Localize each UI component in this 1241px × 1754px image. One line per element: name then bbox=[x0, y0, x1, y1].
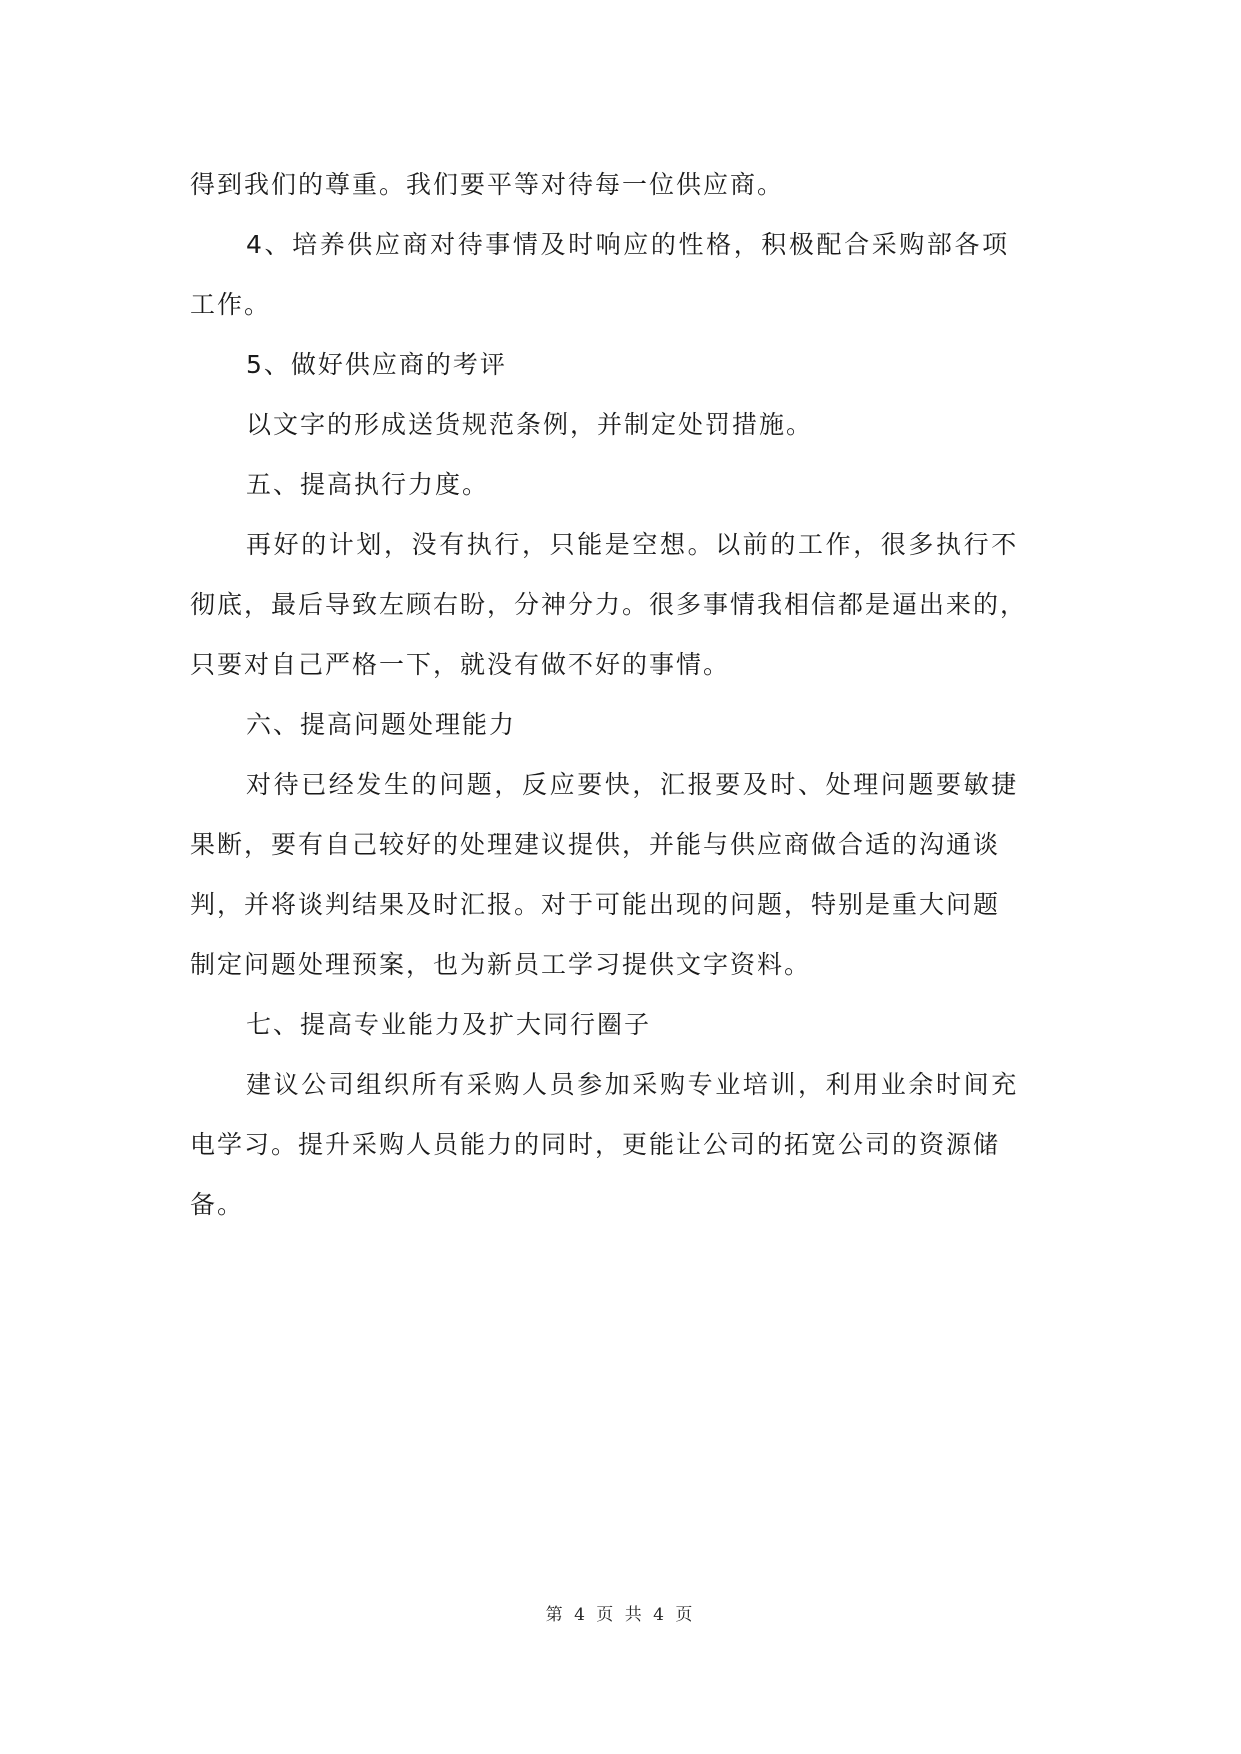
body-line-1: 得到我们的尊重。我们要平等对待每一位供应商。 bbox=[190, 170, 785, 199]
body-line-10: 六、提高问题处理能力 bbox=[246, 710, 517, 739]
body-line-9: 只要对自己严格一下，就没有做不好的事情。 bbox=[190, 650, 731, 679]
body-line-5: 以文字的形成送货规范条例，并制定处罚措施。 bbox=[246, 410, 814, 439]
body-line-13: 判，并将谈判结果及时汇报。对于可能出现的问题，特别是重大问题 bbox=[190, 890, 1001, 919]
body-line-4: 5、做好供应商的考评 bbox=[246, 350, 507, 379]
body-line-6: 五、提高执行力度。 bbox=[246, 470, 490, 499]
body-line-15: 七、提高专业能力及扩大同行圈子 bbox=[246, 1010, 652, 1039]
body-line-7: 再好的计划，没有执行，只能是空想。以前的工作，很多执行不 bbox=[246, 530, 1019, 559]
body-line-2: 4、培养供应商对待事情及时响应的性格，积极配合采购部各项 bbox=[246, 230, 1010, 259]
document-body bbox=[190, 155, 1052, 1235]
body-line-14: 制定问题处理预案，也为新员工学习提供文字资料。 bbox=[190, 950, 812, 979]
body-line-12: 果断，要有自己较好的处理建议提供，并能与供应商做合适的沟通谈 bbox=[190, 830, 1001, 859]
body-line-18: 备。 bbox=[190, 1190, 245, 1219]
body-line-16: 建议公司组织所有采购人员参加采购专业培训，利用业余时间充 bbox=[246, 1070, 1019, 1099]
body-line-11: 对待已经发生的问题，反应要快，汇报要及时、处理问题要敏捷 bbox=[246, 770, 1019, 799]
page-number-footer: 第 4 页 共 4 页 bbox=[545, 1605, 696, 1625]
body-line-3: 工作。 bbox=[190, 290, 272, 319]
body-line-8: 彻底，最后导致左顾右盼，分神分力。很多事情我相信都是逼出来的， bbox=[190, 590, 1028, 619]
body-line-17: 电学习。提升采购人员能力的同时，更能让公司的拓宽公司的资源储 bbox=[190, 1130, 1001, 1159]
